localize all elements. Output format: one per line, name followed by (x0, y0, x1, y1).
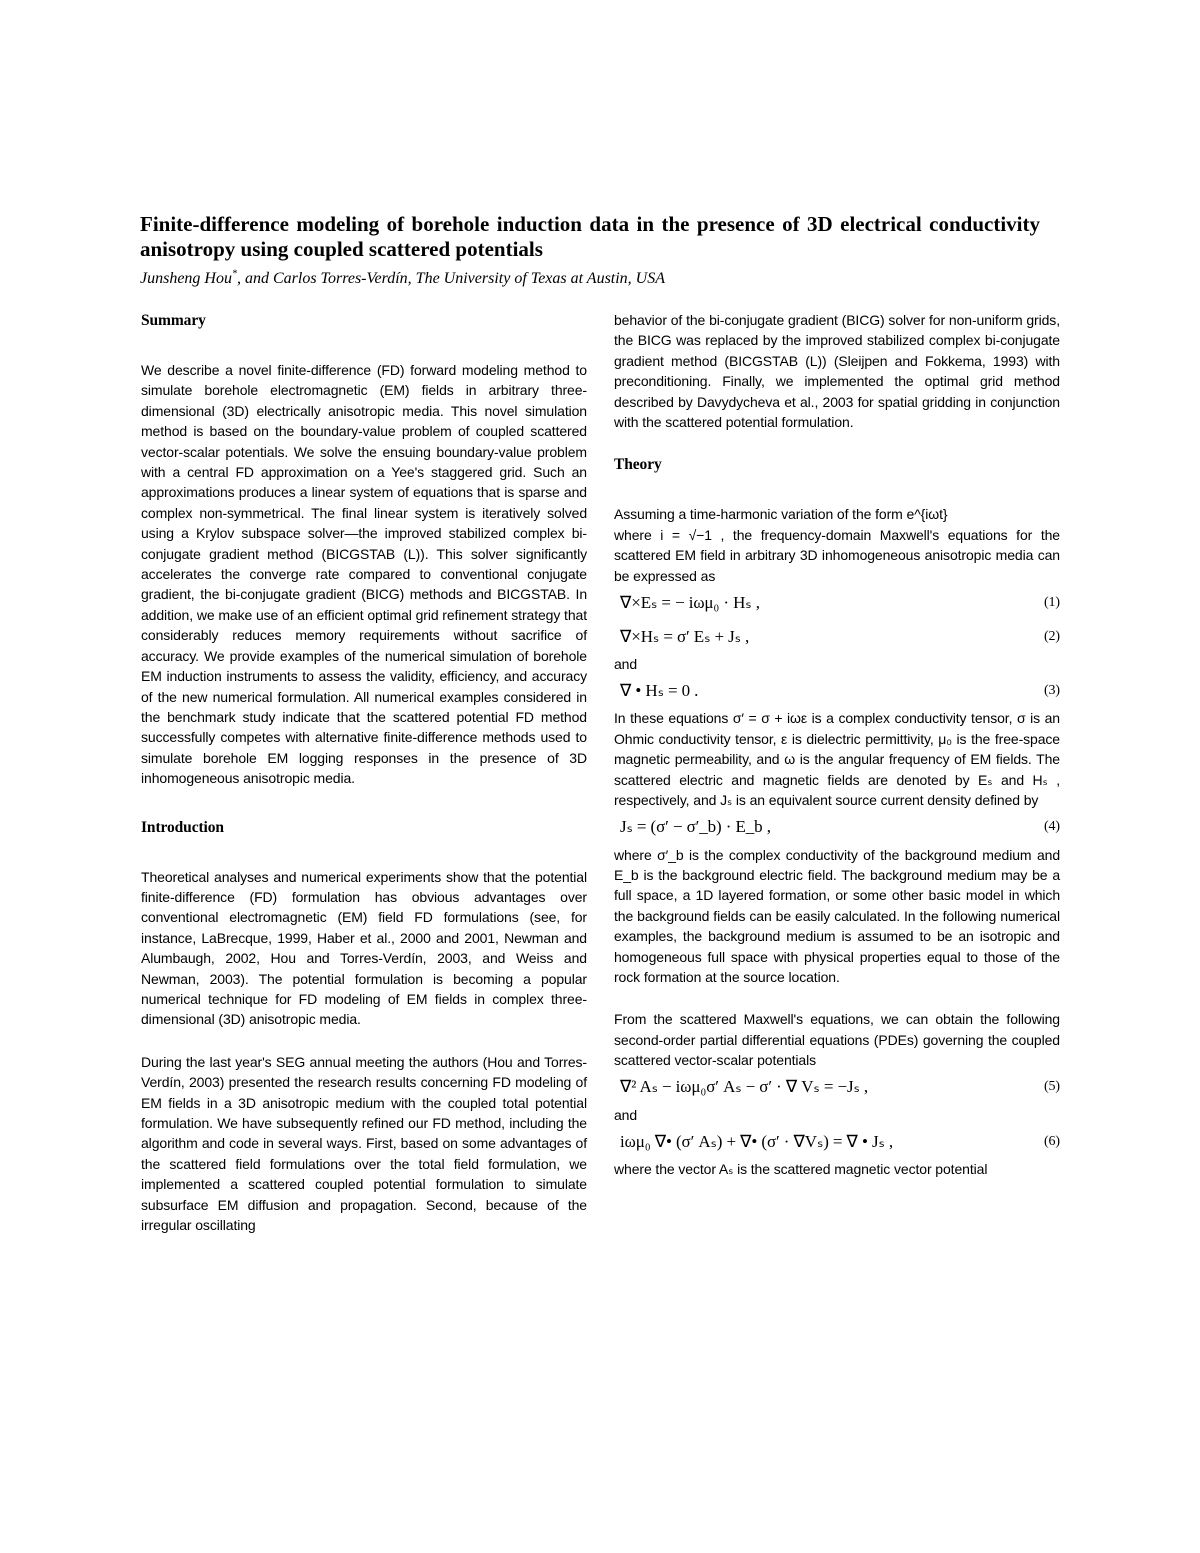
equation-3-body: ∇ • Hₛ = 0 . (620, 681, 699, 701)
author-rest: , and Carlos Torres-Verdín, The University of Texas at Austin, USA (236, 270, 666, 287)
equation-6-number: (6) (1043, 1133, 1060, 1149)
equation-4-number: (4) (1043, 819, 1060, 835)
theory-paragraph-4: where σ′_b is the complex conductivity of the background medium and E_b is the background electric field. The background medium may be a full space, a 1D layered formation, or some other basic model in which the background fields can be easily calculated. In the following numerical examples, the background medium is assumed to be an isotropic and homogeneous full space with physical properties equal to those of the rock formation at the source location. (614, 846, 1060, 985)
equation-1 (614, 586, 1060, 620)
equation-6 (614, 1125, 1060, 1159)
right-column (614, 310, 1060, 1179)
and-connector-2: and (614, 1106, 638, 1123)
left-column (141, 310, 587, 1235)
theory-heading: Theory (614, 456, 662, 474)
equation-2 (614, 620, 1060, 654)
introduction-paragraph-1: Theoretical analyses and numerical experiments show that the potential finite-difference (FD) formulation has obvious advantages over conventional electromagnetic (EM) field FD formulations (see, for instance, LaBrecque, 1999, Haber et al., 2000 and 2001, Newman and Alumbaugh, 2002, Hou and Torres-Verdín, 2003, and Weiss and Newman, 2003). The potential formulation is becoming a popular numerical technique for FD modeling of EM fields in complex three-dimensional (3D) anisotropic media. (141, 868, 587, 1028)
introduction-paragraph-3: behavior of the bi-conjugate gradient (BICG) solver for non-uniform grids, the BICG was replaced by the improved stabilized complex bi-conjugate gradient method (BICGSTAB (L)) (Sleijpen and Fokkema, 1993) with preconditioning. Finally, we implemented the optimal grid method described by Davydycheva et al., 2003 for spatial gridding in conjunction with the scattered potential formulation. (614, 312, 1060, 431)
equation-2-number: (2) (1043, 628, 1060, 644)
equation-1-body: ∇×Eₛ = − iωμ₀ · Hₛ , (620, 592, 760, 612)
equation-3-number: (3) (1043, 683, 1060, 699)
paper-title: Finite-difference modeling of borehole induction data in the presence of 3D electrical conductivity anisotropy using coupled scattered potentials (140, 212, 1040, 261)
theory-paragraph-2: where i = √−1 , the frequency-domain Maxwell's equations for the scattered EM field in arbitrary 3D inhomogeneous anisotropic media can be expressed as (614, 526, 1060, 584)
corresponding-mark: * (231, 268, 237, 280)
author-first: Junsheng Hou (140, 270, 232, 287)
equation-6-body: iωμ₀ ∇• (σ′ Aₛ) + ∇• (σ′ · ∇Vₛ) = ∇ • Jₛ , (620, 1131, 894, 1151)
equation-4-body: Jₛ = (σ′ − σ′_b) · E_b , (620, 817, 771, 837)
theory-paragraph-5: From the scattered Maxwell's equations, we can obtain the following second-order partial differential equations (PDEs) governing the coupled scattered vector-scalar potentials (614, 1011, 1060, 1069)
introduction-heading: Introduction (141, 818, 224, 836)
summary-heading: Summary (141, 312, 206, 329)
equation-2-body: ∇×Hₛ = σ′ Eₛ + Jₛ , (620, 626, 750, 646)
equation-4 (614, 811, 1060, 845)
equation-5-body: ∇² Aₛ − iωμ₀σ′ Aₛ − σ′ · ∇ Vₛ = −Jₛ , (620, 1077, 868, 1097)
equation-3 (614, 674, 1060, 708)
equation-5-number: (5) (1043, 1079, 1060, 1095)
author-line (140, 268, 1060, 290)
theory-paragraph-6: where the vector Aₛ is the scattered magnetic vector potential (614, 1160, 988, 1177)
theory-paragraph-1: Assuming a time-harmonic variation of the form e^{iωt} (614, 506, 948, 523)
theory-paragraph-3: In these equations σ′ = σ + iωε is a complex conductivity tensor, σ is an Ohmic conductivity tensor, ε is dielectric permittivity, μ₀ is the free-space magnetic permeability, and ω is the angular frequency of EM fields. The scattered electric and magnetic fields are denoted by Eₛ and Hₛ , respectively, and Jₛ is an equivalent source current density defined by (614, 710, 1060, 809)
summary-text: We describe a novel finite-difference (FD) forward modeling method to simulate borehole electromagnetic (EM) fields in arbitrary three-dimensional (3D) electrically anisotropic media. This novel simulation method is based on the boundary-value problem of coupled scattered vector-scalar potentials. We solve the ensuing boundary-value problem with a central FD approximation on a Yee's staggered grid. Such an approximations produces a linear system of equations that is sparse and complex non-symmetrical. The final linear system is iteratively solved using a Krylov subspace solver—the improved stabilized complex bi-conjugate gradient method (BICGSTAB (L)). This solver significantly accelerates the converge rate compared to conventional conjugate gradient, the bi-conjugate gradient (BICG) methods and BICGSTAB. In addition, we make use of an efficient optimal grid refinement strategy that considerably reduces memory requirements without sacrifice of accuracy. We provide examples of the numerical simulation of borehole EM induction instruments to assess the validity, efficiency, and accuracy of the new numerical formulation. All numerical examples considered in the benchmark study indicate that the scattered potential FD method successfully competes with alternative finite-difference methods used to simulate borehole EM logging responses in the presence of 3D inhomogeneous anisotropic media. (141, 362, 587, 787)
and-connector-1: and (614, 656, 638, 673)
introduction-paragraph-2: During the last year's SEG annual meeting the authors (Hou and Torres-Verdín, 2003) presented the research results concerning FD modeling of EM fields in a 3D anisotropic medium with the coupled total potential formulation. We have subsequently refined our FD method, including the algorithm and code in several ways. First, based on some advantages of the scattered field formulations over the total field formulation, we implemented a scattered coupled potential formulation to simulate subsurface EM diffusion and propagation. Second, because of the irregular oscillating (141, 1053, 587, 1234)
equation-1-number: (1) (1043, 594, 1060, 610)
equation-5 (614, 1071, 1060, 1105)
